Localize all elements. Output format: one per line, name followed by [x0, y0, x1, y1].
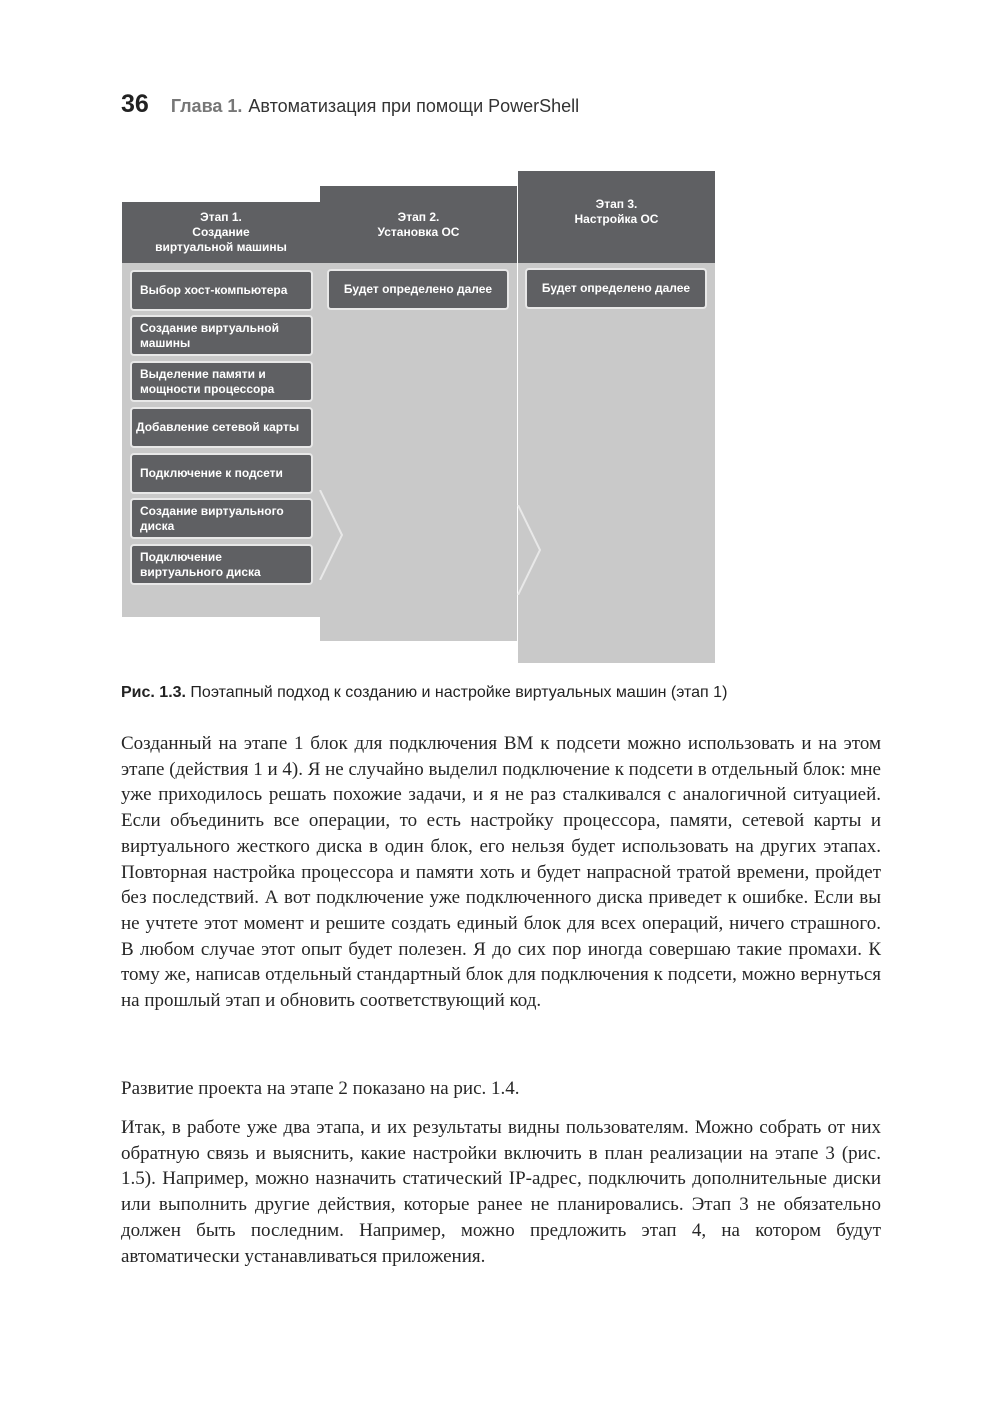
- stage-2-header: [320, 186, 517, 263]
- page-number: 36: [121, 90, 149, 118]
- stage-1-title-line: виртуальной машины: [155, 240, 287, 254]
- stage-arrow-2-icon: [516, 505, 544, 595]
- stage-arrow-1-icon: [318, 490, 346, 580]
- figure-caption: [121, 684, 727, 702]
- stage-3-title-line: Настройка ОС: [574, 212, 659, 226]
- body-paragraph: Итак, в работе уже два этапа, и их результаты видны пользователям. Можно собрать от них обратную связь и выяснить, какие настройки включить в план реализации на этапе 3 (рис. 1.5). Например, можно назначить статический IP-адрес, подключить дополнительные диски или выполнить другие действия, которые ранее не планировались. Этап 3 не обязательно должен быть последним. Например, можно предложить этап 4, на котором будут автоматически устанавливаться приложения.: [121, 1117, 881, 1267]
- stage-2-column: [320, 186, 517, 641]
- stage-1-task: Подключение виртуального диска: [130, 544, 313, 585]
- chapter-label: Глава 1.: [170, 96, 243, 116]
- stage-1-task: Выделение памяти и мощности процессора: [130, 361, 313, 402]
- body-paragraph: Созданный на этапе 1 блок для подключения ВМ к подсети можно использовать и на этом этапе (действия 1 и 4). Я не случайно выделил подключение к подсети в отдельный блок: мне уже приходилось решать похожие задачи, и я не раз сталкивался с аналогичной ситуацией. Если объединить все операции, то есть настройку процессора, памяти, сетевой карты и виртуального жесткого диска в один блок, его нельзя будет использовать на других этапах. Повторная настройка процессора и памяти хоть и будет напрасной тратой времени, пройдет без последствий. А вот подключение уже подключенного диска приведет к ошибке. Если вы не учтете этот момент и решите создать единый блок для всех операций, ничего страшного. В любом случае этот опыт будет полезен. Я до сих пор иногда совершаю такие промахи. К тому же, написав отдельный стандартный блок для подключения к подсети, можно вернуться на прошлый этап и обновить соответствующий код.: [121, 733, 881, 1012]
- stage-3-column: [518, 171, 715, 663]
- chapter-title: Автоматизация при помощи PowerShell: [248, 96, 580, 116]
- stage-3-task: Будет определено далее: [525, 268, 707, 309]
- stage-2-title-line: Этап 2.: [397, 209, 440, 224]
- stage-1-task: Создание виртуальной машины: [130, 315, 313, 356]
- stage-3-title-line: Этап 3.: [595, 197, 638, 211]
- stage-2-title-line: Установка ОС: [377, 224, 460, 239]
- stage-1-task: Добавление сетевой карты: [130, 407, 313, 448]
- running-header: [121, 90, 579, 124]
- stage-1-task: Создание виртуального диска: [130, 498, 313, 539]
- stage-1-title-line: Этап 1.: [200, 210, 242, 224]
- stage-2-task: Будет определено далее: [327, 269, 509, 310]
- caption-label: Рис. 1.3.: [121, 684, 186, 701]
- body-paragraph: Развитие проекта на этапе 2 показано на рис. 1.4.: [121, 1078, 520, 1099]
- stage-1-task: Подключение к подсети: [130, 453, 313, 494]
- caption-text: Поэтапный подход к созданию и настройке виртуальных машин (этап 1): [185, 684, 728, 701]
- stage-1-column: [122, 202, 320, 617]
- stage-1-task: Выбор хост-компьютера: [130, 270, 313, 311]
- stage-1-header: [122, 202, 320, 263]
- stage-3-header: [518, 171, 715, 263]
- stage-1-title-line: Создание: [192, 225, 250, 239]
